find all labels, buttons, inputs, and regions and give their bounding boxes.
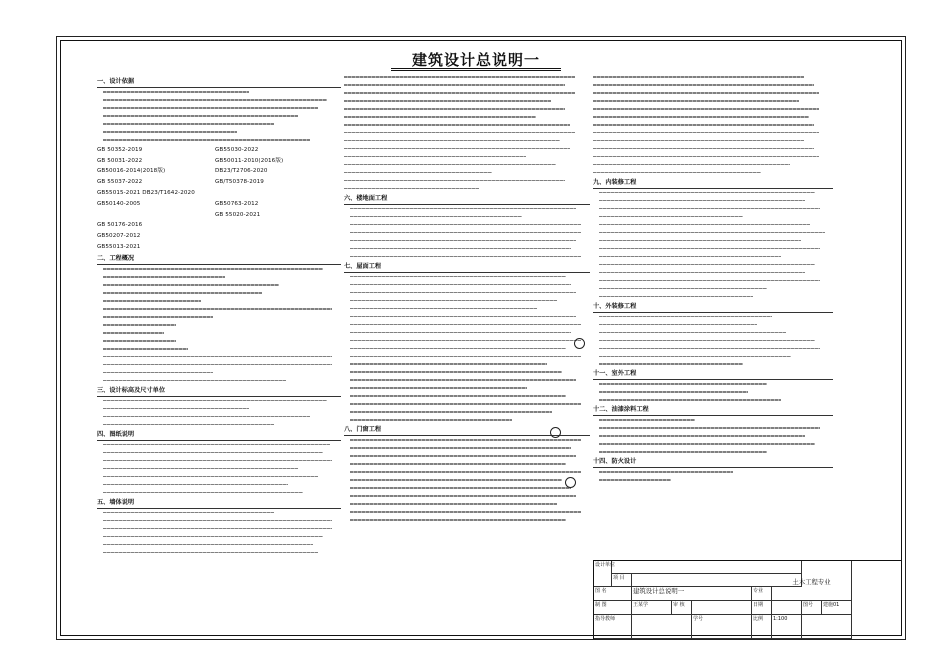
sheet-border [60, 40, 902, 636]
text-line [97, 355, 341, 359]
section-heading: 四、图纸说明 [97, 430, 135, 438]
text-line [97, 475, 341, 479]
standard-row: GB55015-2021 DB23/T1642-2020 [97, 190, 195, 197]
standard-row: GB 55037-2022 GB/T50378-2019 [97, 179, 264, 186]
text-line [97, 114, 341, 118]
text-line [593, 147, 833, 151]
text-line [593, 83, 833, 87]
text-line [344, 239, 590, 243]
text-line [344, 163, 590, 167]
standard-row: GB 50176-2016 [97, 222, 143, 229]
text-line [593, 247, 833, 251]
note-mark-icon [565, 477, 576, 488]
text-line [593, 287, 833, 291]
text-line [97, 551, 341, 555]
text-line [344, 494, 590, 498]
text-line [344, 502, 590, 506]
title-underline [391, 70, 561, 71]
tb-major: 土木工程专业 [772, 561, 852, 601]
text-line [344, 223, 590, 227]
tb-label: 学号 [692, 615, 752, 639]
text-line [344, 418, 590, 422]
section-rule [97, 396, 341, 397]
tb-value: 王某学 [632, 601, 672, 615]
section-rule [593, 379, 833, 380]
text-line [97, 371, 341, 375]
text-line [97, 106, 341, 110]
section-rule [97, 440, 341, 441]
text-line [593, 426, 833, 430]
text-line [97, 519, 341, 523]
standard-row: GB 50031-2022 GB50011-2010(2016版) [97, 157, 284, 164]
text-line [344, 215, 590, 219]
standard-row: GB50207-2012 [97, 233, 141, 240]
text-line [97, 291, 341, 295]
text-line [97, 363, 341, 367]
text-line [97, 443, 341, 447]
section-heading: 三、设计标高及尺寸单位 [97, 386, 166, 394]
text-line [344, 179, 590, 183]
text-line [97, 451, 341, 455]
text-line [97, 275, 341, 279]
text-line [344, 362, 590, 366]
text-line [344, 323, 590, 327]
text-line [593, 131, 833, 135]
text-line [344, 355, 590, 359]
text-line [344, 99, 590, 103]
text-line [593, 398, 833, 402]
text-line [97, 130, 341, 134]
text-line [344, 75, 590, 79]
tb-label: 设计单位 [594, 561, 612, 587]
text-line [344, 299, 590, 303]
column-3 [593, 75, 833, 486]
text-line [344, 307, 590, 311]
text-line [593, 347, 833, 351]
note-mark-icon [574, 338, 585, 349]
text-line [97, 98, 341, 102]
text-line [593, 163, 833, 167]
text-line [593, 207, 833, 211]
section-rule [593, 467, 833, 468]
text-line [593, 263, 833, 267]
text-line [344, 275, 590, 279]
title-block [593, 560, 902, 639]
text-line [593, 171, 833, 175]
text-line [593, 75, 833, 79]
text-line [344, 402, 590, 406]
text-line [344, 107, 590, 111]
text-line [344, 83, 590, 87]
tb-label: 项 目 [612, 574, 632, 587]
text-line [593, 223, 833, 227]
section-rule [97, 508, 341, 509]
text-line [97, 315, 341, 319]
text-line [593, 323, 833, 327]
text-line [97, 331, 341, 335]
standard-row: GB 50352-2019 GB55030-2022 [97, 146, 259, 153]
text-line [97, 483, 341, 487]
text-line [344, 486, 590, 490]
text-line [97, 307, 341, 311]
text-line [593, 115, 833, 119]
section-rule [593, 188, 833, 189]
text-line [97, 267, 341, 271]
text-line [593, 362, 833, 366]
text-line [344, 331, 590, 335]
text-line [344, 510, 590, 514]
section-heading: 二、工程概况 [97, 255, 135, 263]
text-line [344, 115, 590, 119]
text-line [344, 207, 590, 211]
text-line [344, 291, 590, 295]
section-rule [344, 272, 590, 273]
text-line [344, 315, 590, 319]
tb-label: 指导教师 [594, 615, 632, 639]
text-line [593, 231, 833, 235]
section-heading: 十、外装修工程 [593, 302, 637, 310]
note-mark-icon [550, 427, 561, 438]
text-line [97, 491, 341, 495]
tb-label: 图号 [802, 601, 822, 615]
text-line [593, 99, 833, 103]
page-title: 建筑设计总说明一 [411, 51, 540, 69]
text-line [593, 139, 833, 143]
standard-row: GB50140-2005 GB50763-2012 [97, 200, 259, 207]
text-line [593, 271, 833, 275]
text-line [97, 423, 341, 427]
tb-value [692, 601, 752, 615]
tb-label: 日期 [752, 601, 772, 615]
text-line [344, 131, 590, 135]
section-heading: 一、设计依据 [97, 78, 135, 85]
text-line [593, 239, 833, 243]
standard-row: GB50016-2014(2018版) DB23/T2706-2020 [97, 168, 268, 175]
text-line [344, 171, 590, 175]
text-line [97, 535, 341, 539]
text-line [97, 138, 341, 142]
text-line [344, 91, 590, 95]
tb-label: 专业 [752, 587, 772, 601]
text-line [344, 147, 590, 151]
section-heading: 十四、防火设计 [593, 458, 637, 466]
text-line [97, 527, 341, 531]
section-rule [97, 87, 341, 88]
text-line [593, 418, 833, 422]
text-line [344, 378, 590, 382]
text-line [344, 155, 590, 159]
column-2 [344, 75, 590, 526]
text-line [344, 339, 590, 343]
section-rule [593, 312, 833, 313]
text-line [97, 323, 341, 327]
text-line [344, 123, 590, 127]
tb-label: 图 名 [594, 587, 632, 601]
section-rule [593, 415, 833, 416]
text-line [593, 434, 833, 438]
tb-label: 审 核 [672, 601, 692, 615]
section-heading: 五、墙体说明 [97, 498, 135, 506]
tb-drawing-name: 建筑设计总说明一 [632, 587, 752, 601]
section-heading: 七、屋面工程 [344, 262, 382, 270]
text-line [97, 399, 341, 403]
text-line [97, 347, 341, 351]
text-line [593, 390, 833, 394]
tb-label: 制 图 [594, 601, 632, 615]
text-line [593, 191, 833, 195]
section-rule [344, 204, 590, 205]
text-line [97, 511, 341, 515]
title-underline [391, 68, 561, 69]
text-line [344, 347, 590, 351]
text-line [593, 355, 833, 359]
standard-row: GB 55020-2021 [215, 211, 261, 218]
text-line [593, 295, 833, 299]
section-rule [97, 264, 341, 265]
text-line [593, 123, 833, 127]
text-line [593, 470, 833, 474]
text-line [97, 379, 341, 383]
text-line [344, 470, 590, 474]
text-line [593, 199, 833, 203]
text-line [344, 139, 590, 143]
text-line [593, 450, 833, 454]
tb-value [632, 615, 692, 639]
standards-list [97, 146, 341, 252]
text-line [593, 107, 833, 111]
text-line [344, 462, 590, 466]
text-line [344, 394, 590, 398]
section-heading: 八、门窗工程 [344, 426, 382, 434]
section-heading: 十二、油漆涂料工程 [593, 406, 649, 414]
text-line [344, 283, 590, 287]
tb-value [772, 601, 802, 615]
text-line [97, 90, 341, 94]
section-heading: 九、内装修工程 [593, 178, 637, 186]
text-line [593, 255, 833, 259]
text-line [593, 331, 833, 335]
text-line [593, 155, 833, 159]
text-line [344, 370, 590, 374]
tb-label: 比例 [752, 615, 772, 639]
text-line [344, 438, 590, 442]
text-line [97, 543, 341, 547]
standard-row: GB55013-2021 [97, 244, 141, 251]
column-1 [97, 75, 341, 559]
section-heading: 十一、室外工程 [593, 370, 637, 378]
text-line [344, 187, 590, 191]
text-line [97, 459, 341, 463]
text-line [344, 454, 590, 458]
tb-sheet-no: 建施01 [822, 601, 852, 615]
section-heading: 六、楼地面工程 [344, 194, 388, 202]
text-line [97, 339, 341, 343]
text-line [97, 122, 341, 126]
text-line [344, 410, 590, 414]
tb-scale: 1:100 [772, 615, 802, 639]
text-line [344, 386, 590, 390]
text-line [593, 442, 833, 446]
text-line [593, 215, 833, 219]
text-line [97, 299, 341, 303]
text-line [593, 91, 833, 95]
text-line [344, 231, 590, 235]
text-line [97, 467, 341, 471]
text-line [593, 315, 833, 319]
text-line [344, 247, 590, 251]
text-line [593, 339, 833, 343]
text-line [344, 446, 590, 450]
tb-value [802, 615, 852, 639]
drawing-sheet [56, 36, 906, 640]
text-line [344, 518, 590, 522]
text-line [593, 279, 833, 283]
text-line [97, 283, 341, 287]
text-line [593, 382, 833, 386]
text-line [344, 255, 590, 259]
text-line [593, 478, 833, 482]
text-line [344, 478, 590, 482]
text-line [97, 407, 341, 411]
text-line [97, 415, 341, 419]
